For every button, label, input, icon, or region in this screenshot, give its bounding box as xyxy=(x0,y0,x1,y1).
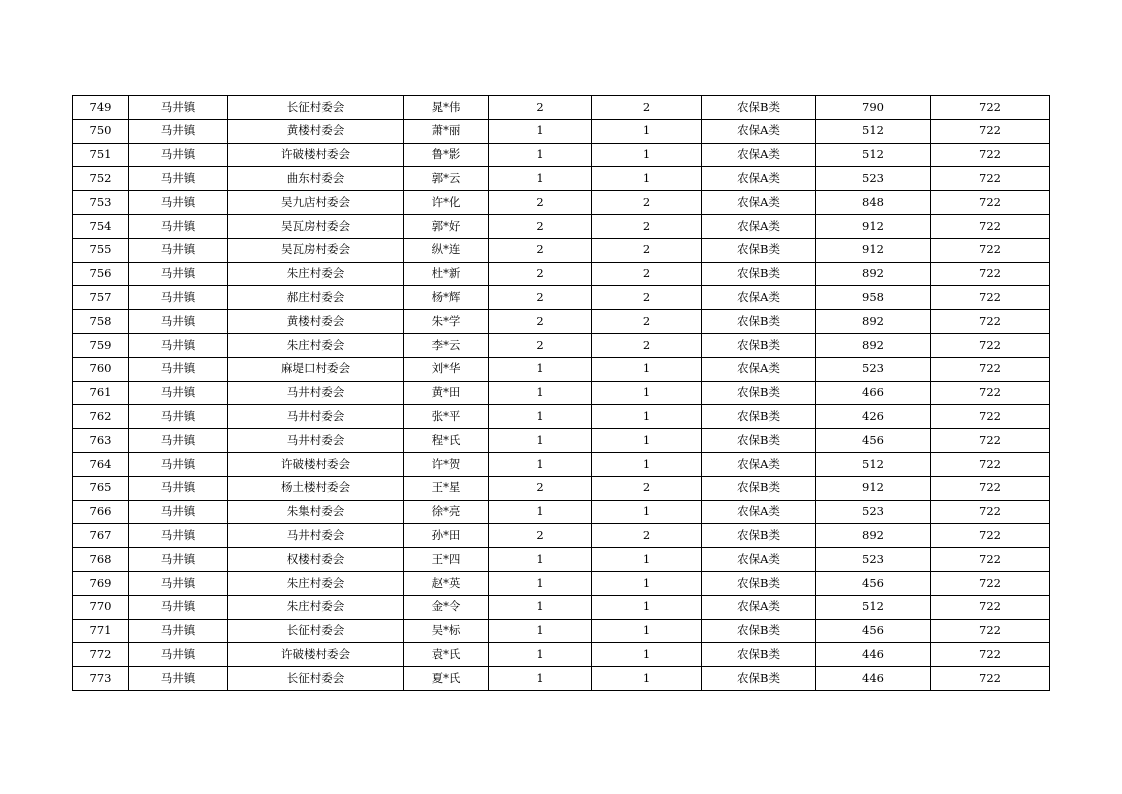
row-number-cell: 768 xyxy=(73,548,129,572)
township-cell: 马井镇 xyxy=(129,238,228,262)
insurance-type-cell: 农保A类 xyxy=(702,143,816,167)
table-row xyxy=(73,262,1050,286)
household-count-cell: 2 xyxy=(489,96,592,120)
village-committee-cell: 许破楼村委会 xyxy=(228,452,404,476)
subsidy-cell: 722 xyxy=(931,310,1050,334)
household-count-cell: 1 xyxy=(489,143,592,167)
person-count-cell: 1 xyxy=(592,452,702,476)
amount-cell: 446 xyxy=(816,667,931,691)
table-row xyxy=(73,191,1050,215)
person-count-cell: 2 xyxy=(592,238,702,262)
person-count-cell: 1 xyxy=(592,595,702,619)
village-committee-cell: 朱庄村委会 xyxy=(228,571,404,595)
village-committee-cell: 吴九店村委会 xyxy=(228,191,404,215)
name-cell: 郭*云 xyxy=(404,167,489,191)
insurance-type-cell: 农保A类 xyxy=(702,191,816,215)
insurance-type-cell: 农保B类 xyxy=(702,405,816,429)
name-cell: 张*平 xyxy=(404,405,489,429)
insurance-type-cell: 农保B类 xyxy=(702,643,816,667)
subsidy-cell: 722 xyxy=(931,571,1050,595)
person-count-cell: 2 xyxy=(592,286,702,310)
subsidy-cell: 722 xyxy=(931,405,1050,429)
insurance-type-cell: 农保A类 xyxy=(702,119,816,143)
household-count-cell: 1 xyxy=(489,643,592,667)
insurance-type-cell: 农保B类 xyxy=(702,524,816,548)
township-cell: 马井镇 xyxy=(129,667,228,691)
household-count-cell: 1 xyxy=(489,381,592,405)
subsidy-cell: 722 xyxy=(931,619,1050,643)
name-cell: 程*氏 xyxy=(404,429,489,453)
person-count-cell: 1 xyxy=(592,405,702,429)
person-count-cell: 1 xyxy=(592,167,702,191)
township-cell: 马井镇 xyxy=(129,476,228,500)
table-row xyxy=(73,619,1050,643)
household-count-cell: 2 xyxy=(489,524,592,548)
table-row xyxy=(73,333,1050,357)
township-cell: 马井镇 xyxy=(129,333,228,357)
person-count-cell: 2 xyxy=(592,96,702,120)
village-committee-cell: 马井村委会 xyxy=(228,381,404,405)
subsidy-cell: 722 xyxy=(931,143,1050,167)
person-count-cell: 2 xyxy=(592,524,702,548)
village-committee-cell: 朱庄村委会 xyxy=(228,595,404,619)
row-number-cell: 759 xyxy=(73,333,129,357)
amount-cell: 912 xyxy=(816,476,931,500)
township-cell: 马井镇 xyxy=(129,619,228,643)
row-number-cell: 758 xyxy=(73,310,129,334)
name-cell: 王*星 xyxy=(404,476,489,500)
row-number-cell: 766 xyxy=(73,500,129,524)
amount-cell: 958 xyxy=(816,286,931,310)
name-cell: 杨*辉 xyxy=(404,286,489,310)
table-row xyxy=(73,143,1050,167)
amount-cell: 456 xyxy=(816,571,931,595)
township-cell: 马井镇 xyxy=(129,167,228,191)
row-number-cell: 769 xyxy=(73,571,129,595)
household-count-cell: 1 xyxy=(489,119,592,143)
village-committee-cell: 黄楼村委会 xyxy=(228,119,404,143)
amount-cell: 848 xyxy=(816,191,931,215)
person-count-cell: 2 xyxy=(592,262,702,286)
person-count-cell: 2 xyxy=(592,214,702,238)
household-count-cell: 2 xyxy=(489,286,592,310)
name-cell: 刘*华 xyxy=(404,357,489,381)
village-committee-cell: 许破楼村委会 xyxy=(228,643,404,667)
amount-cell: 892 xyxy=(816,524,931,548)
township-cell: 马井镇 xyxy=(129,643,228,667)
insurance-type-cell: 农保B类 xyxy=(702,571,816,595)
household-count-cell: 2 xyxy=(489,214,592,238)
subsidy-cell: 722 xyxy=(931,333,1050,357)
amount-cell: 512 xyxy=(816,595,931,619)
subsidy-cell: 722 xyxy=(931,524,1050,548)
row-number-cell: 753 xyxy=(73,191,129,215)
row-number-cell: 772 xyxy=(73,643,129,667)
table-row xyxy=(73,643,1050,667)
township-cell: 马井镇 xyxy=(129,143,228,167)
subsidy-cell: 722 xyxy=(931,119,1050,143)
township-cell: 马井镇 xyxy=(129,119,228,143)
village-committee-cell: 马井村委会 xyxy=(228,405,404,429)
household-count-cell: 2 xyxy=(489,476,592,500)
insurance-type-cell: 农保A类 xyxy=(702,167,816,191)
village-committee-cell: 长征村委会 xyxy=(228,619,404,643)
person-count-cell: 1 xyxy=(592,571,702,595)
household-count-cell: 1 xyxy=(489,619,592,643)
amount-cell: 512 xyxy=(816,119,931,143)
village-committee-cell: 吴瓦房村委会 xyxy=(228,238,404,262)
household-count-cell: 1 xyxy=(489,405,592,429)
household-count-cell: 1 xyxy=(489,167,592,191)
household-count-cell: 1 xyxy=(489,429,592,453)
subsidy-cell: 722 xyxy=(931,167,1050,191)
township-cell: 马井镇 xyxy=(129,548,228,572)
subsidy-cell: 722 xyxy=(931,381,1050,405)
row-number-cell: 770 xyxy=(73,595,129,619)
person-count-cell: 1 xyxy=(592,619,702,643)
table-row xyxy=(73,381,1050,405)
table-body xyxy=(73,96,1050,691)
name-cell: 金*令 xyxy=(404,595,489,619)
row-number-cell: 771 xyxy=(73,619,129,643)
row-number-cell: 773 xyxy=(73,667,129,691)
village-committee-cell: 麻堤口村委会 xyxy=(228,357,404,381)
row-number-cell: 754 xyxy=(73,214,129,238)
amount-cell: 456 xyxy=(816,619,931,643)
township-cell: 马井镇 xyxy=(129,357,228,381)
amount-cell: 523 xyxy=(816,357,931,381)
amount-cell: 512 xyxy=(816,452,931,476)
person-count-cell: 1 xyxy=(592,143,702,167)
table-row xyxy=(73,119,1050,143)
village-committee-cell: 马井村委会 xyxy=(228,429,404,453)
person-count-cell: 2 xyxy=(592,476,702,500)
village-committee-cell: 朱集村委会 xyxy=(228,500,404,524)
subsidy-cell: 722 xyxy=(931,548,1050,572)
subsidy-cell: 722 xyxy=(931,357,1050,381)
table-row xyxy=(73,571,1050,595)
amount-cell: 456 xyxy=(816,429,931,453)
amount-cell: 426 xyxy=(816,405,931,429)
village-committee-cell: 权楼村委会 xyxy=(228,548,404,572)
subsidy-cell: 722 xyxy=(931,214,1050,238)
row-number-cell: 761 xyxy=(73,381,129,405)
row-number-cell: 755 xyxy=(73,238,129,262)
insurance-type-cell: 农保A类 xyxy=(702,452,816,476)
name-cell: 萧*丽 xyxy=(404,119,489,143)
amount-cell: 512 xyxy=(816,143,931,167)
row-number-cell: 762 xyxy=(73,405,129,429)
township-cell: 马井镇 xyxy=(129,405,228,429)
name-cell: 杜*新 xyxy=(404,262,489,286)
township-cell: 马井镇 xyxy=(129,571,228,595)
person-count-cell: 1 xyxy=(592,643,702,667)
row-number-cell: 763 xyxy=(73,429,129,453)
insurance-type-cell: 农保B类 xyxy=(702,667,816,691)
village-committee-cell: 郝庄村委会 xyxy=(228,286,404,310)
insurance-type-cell: 农保B类 xyxy=(702,96,816,120)
amount-cell: 523 xyxy=(816,500,931,524)
name-cell: 晁*伟 xyxy=(404,96,489,120)
amount-cell: 912 xyxy=(816,214,931,238)
row-number-cell: 764 xyxy=(73,452,129,476)
village-committee-cell: 杨土楼村委会 xyxy=(228,476,404,500)
subsidy-cell: 722 xyxy=(931,429,1050,453)
table-row xyxy=(73,357,1050,381)
township-cell: 马井镇 xyxy=(129,286,228,310)
township-cell: 马井镇 xyxy=(129,96,228,120)
name-cell: 夏*氏 xyxy=(404,667,489,691)
subsidy-cell: 722 xyxy=(931,286,1050,310)
table-row xyxy=(73,167,1050,191)
subsidy-cell: 722 xyxy=(931,262,1050,286)
person-count-cell: 1 xyxy=(592,429,702,453)
name-cell: 朱*学 xyxy=(404,310,489,334)
insurance-type-cell: 农保B类 xyxy=(702,381,816,405)
insurance-type-cell: 农保A类 xyxy=(702,214,816,238)
person-count-cell: 2 xyxy=(592,333,702,357)
name-cell: 王*四 xyxy=(404,548,489,572)
village-committee-cell: 黄楼村委会 xyxy=(228,310,404,334)
person-count-cell: 2 xyxy=(592,310,702,334)
insurance-type-cell: 农保A类 xyxy=(702,357,816,381)
name-cell: 纵*连 xyxy=(404,238,489,262)
name-cell: 许*贺 xyxy=(404,452,489,476)
subsidy-cell: 722 xyxy=(931,595,1050,619)
insurance-type-cell: 农保A类 xyxy=(702,286,816,310)
row-number-cell: 750 xyxy=(73,119,129,143)
person-count-cell: 1 xyxy=(592,667,702,691)
table-row xyxy=(73,500,1050,524)
name-cell: 黄*田 xyxy=(404,381,489,405)
village-committee-cell: 朱庄村委会 xyxy=(228,333,404,357)
township-cell: 马井镇 xyxy=(129,429,228,453)
table-row xyxy=(73,286,1050,310)
household-count-cell: 2 xyxy=(489,310,592,334)
amount-cell: 912 xyxy=(816,238,931,262)
row-number-cell: 751 xyxy=(73,143,129,167)
subsidy-cell: 722 xyxy=(931,96,1050,120)
name-cell: 鲁*影 xyxy=(404,143,489,167)
insurance-type-cell: 农保B类 xyxy=(702,238,816,262)
row-number-cell: 760 xyxy=(73,357,129,381)
household-count-cell: 1 xyxy=(489,571,592,595)
table-row xyxy=(73,405,1050,429)
amount-cell: 523 xyxy=(816,167,931,191)
table-row xyxy=(73,667,1050,691)
name-cell: 赵*英 xyxy=(404,571,489,595)
household-count-cell: 1 xyxy=(489,595,592,619)
insurance-type-cell: 农保A类 xyxy=(702,595,816,619)
amount-cell: 523 xyxy=(816,548,931,572)
table-row xyxy=(73,595,1050,619)
amount-cell: 446 xyxy=(816,643,931,667)
table-row xyxy=(73,524,1050,548)
insurance-type-cell: 农保B类 xyxy=(702,619,816,643)
name-cell: 许*化 xyxy=(404,191,489,215)
amount-cell: 892 xyxy=(816,310,931,334)
person-count-cell: 1 xyxy=(592,357,702,381)
township-cell: 马井镇 xyxy=(129,262,228,286)
insurance-type-cell: 农保B类 xyxy=(702,476,816,500)
township-cell: 马井镇 xyxy=(129,595,228,619)
amount-cell: 892 xyxy=(816,262,931,286)
subsidy-cell: 722 xyxy=(931,238,1050,262)
household-count-cell: 2 xyxy=(489,333,592,357)
name-cell: 吴*标 xyxy=(404,619,489,643)
household-count-cell: 1 xyxy=(489,667,592,691)
person-count-cell: 1 xyxy=(592,500,702,524)
table-row xyxy=(73,238,1050,262)
person-count-cell: 1 xyxy=(592,381,702,405)
row-number-cell: 767 xyxy=(73,524,129,548)
village-committee-cell: 吴瓦房村委会 xyxy=(228,214,404,238)
person-count-cell: 2 xyxy=(592,191,702,215)
row-number-cell: 752 xyxy=(73,167,129,191)
row-number-cell: 749 xyxy=(73,96,129,120)
insurance-type-cell: 农保B类 xyxy=(702,429,816,453)
village-committee-cell: 马井村委会 xyxy=(228,524,404,548)
data-table xyxy=(72,95,1050,691)
village-committee-cell: 朱庄村委会 xyxy=(228,262,404,286)
township-cell: 马井镇 xyxy=(129,524,228,548)
subsidy-cell: 722 xyxy=(931,476,1050,500)
table-row xyxy=(73,452,1050,476)
table-row xyxy=(73,310,1050,334)
household-count-cell: 2 xyxy=(489,262,592,286)
township-cell: 马井镇 xyxy=(129,381,228,405)
amount-cell: 466 xyxy=(816,381,931,405)
subsidy-cell: 722 xyxy=(931,643,1050,667)
insurance-type-cell: 农保B类 xyxy=(702,310,816,334)
name-cell: 李*云 xyxy=(404,333,489,357)
township-cell: 马井镇 xyxy=(129,191,228,215)
insurance-type-cell: 农保A类 xyxy=(702,500,816,524)
village-committee-cell: 长征村委会 xyxy=(228,96,404,120)
table-row xyxy=(73,548,1050,572)
insurance-type-cell: 农保B类 xyxy=(702,333,816,357)
household-count-cell: 1 xyxy=(489,357,592,381)
household-count-cell: 1 xyxy=(489,548,592,572)
amount-cell: 790 xyxy=(816,96,931,120)
village-committee-cell: 许破楼村委会 xyxy=(228,143,404,167)
row-number-cell: 756 xyxy=(73,262,129,286)
household-count-cell: 2 xyxy=(489,191,592,215)
name-cell: 袁*氏 xyxy=(404,643,489,667)
person-count-cell: 1 xyxy=(592,119,702,143)
subsidy-cell: 722 xyxy=(931,500,1050,524)
table-row xyxy=(73,429,1050,453)
township-cell: 马井镇 xyxy=(129,500,228,524)
subsidy-cell: 722 xyxy=(931,191,1050,215)
village-committee-cell: 曲东村委会 xyxy=(228,167,404,191)
township-cell: 马井镇 xyxy=(129,214,228,238)
row-number-cell: 757 xyxy=(73,286,129,310)
table-row xyxy=(73,96,1050,120)
amount-cell: 892 xyxy=(816,333,931,357)
name-cell: 郭*好 xyxy=(404,214,489,238)
subsidy-cell: 722 xyxy=(931,667,1050,691)
name-cell: 孙*田 xyxy=(404,524,489,548)
household-count-cell: 1 xyxy=(489,500,592,524)
row-number-cell: 765 xyxy=(73,476,129,500)
household-count-cell: 2 xyxy=(489,238,592,262)
name-cell: 徐*亮 xyxy=(404,500,489,524)
household-count-cell: 1 xyxy=(489,452,592,476)
table-row xyxy=(73,214,1050,238)
insurance-type-cell: 农保A类 xyxy=(702,548,816,572)
person-count-cell: 1 xyxy=(592,548,702,572)
insurance-type-cell: 农保B类 xyxy=(702,262,816,286)
township-cell: 马井镇 xyxy=(129,452,228,476)
subsidy-cell: 722 xyxy=(931,452,1050,476)
township-cell: 马井镇 xyxy=(129,310,228,334)
table-row xyxy=(73,476,1050,500)
village-committee-cell: 长征村委会 xyxy=(228,667,404,691)
